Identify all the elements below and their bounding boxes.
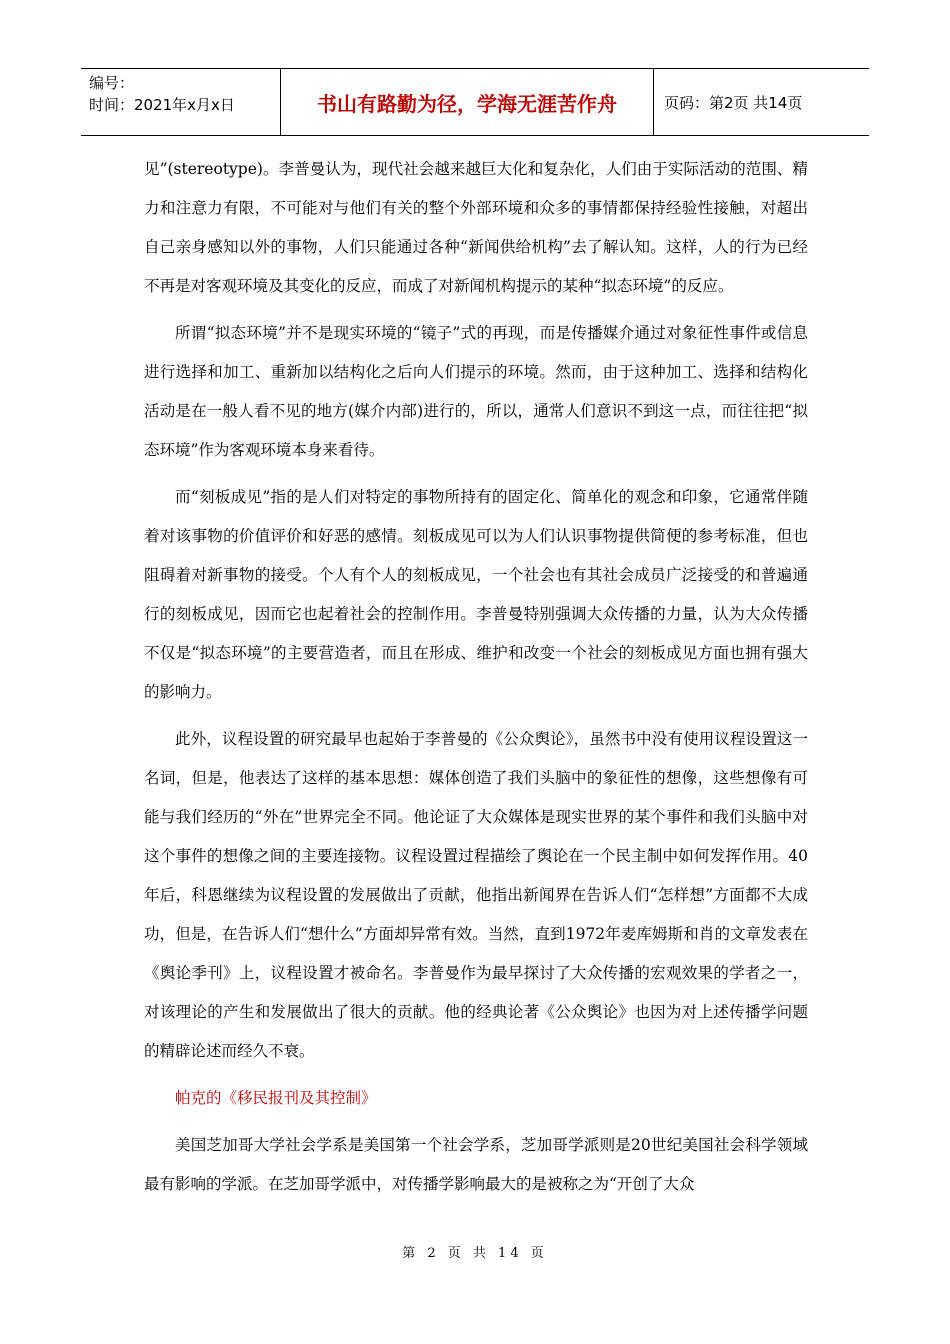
paragraph-1: 见”(stereotype)。李普曼认为，现代社会越来越巨大化和复杂化，人们由于实际活动的范围、精力和注意力有限，不可能对与他们有关的整个外部环境和众多的事情都保持经验性接触，对超出自己亲身感知以外的事物，人们只能通过各种“新闻供给机构”去了解认知。这样，人的行为已经不再是对客观环境及其变化的反应，而成了对新闻机构提示的某种“拟态环境”的反应。 bbox=[144, 160, 808, 295]
header-meta bbox=[81, 69, 281, 135]
number-label: 编号： bbox=[89, 74, 135, 92]
header-motto: 书山有路勤为径，学海无涯苦作舟 bbox=[281, 69, 654, 135]
document-body bbox=[144, 150, 808, 1212]
paragraph-3: 而“刻板成见”指的是人们对特定的事物所持有的固定化、简单化的观念和印象，它通常伴随着对该事物的价值评价和好恶的感情。刻板成见可以为人们认识事物提供简便的参考标准，但也阻碍着对新事物的接受。个人有个人的刻板成见，一个社会也有其社会成员广泛接受的和普遍通行的刻板成见，因而它也起着社会的控制作用。李普曼特别强调大众传播的力量，认为大众传播不仅是“拟态环境”的主要营造者，而且在形成、维护和改变一个社会的刻板成见方面也拥有强大的影响力。 bbox=[144, 488, 808, 701]
page-footer: 第 2 页 共 14 页 bbox=[402, 1246, 548, 1261]
paragraph-2: 所谓“拟态环境”并不是现实环境的“镜子”式的再现，而是传播媒介通过对象征性事件或信息进行选择和加工、重新加以结构化之后向人们提示的环境。然而，由于这种加工、选择和结构化活动是在一般人看不见的地方(媒介内部)进行的，所以，通常人们意识不到这一点，而往往把“拟态环境”作为客观环境本身来看待。 bbox=[144, 324, 808, 459]
section-heading: 帕克的《移民报刊及其控制》 bbox=[175, 1089, 377, 1107]
date-label: 时间：2021年x月x日 bbox=[89, 96, 235, 114]
paragraph-5: 美国芝加哥大学社会学系是美国第一个社会学系，芝加哥学派则是20世纪美国社会科学领域最有影响的学派。在芝加哥学派中，对传播学影响最大的是被称之为“开创了大众 bbox=[144, 1136, 808, 1193]
header-page-info: 页码：第2页 共14页 bbox=[664, 93, 803, 112]
paragraph-4: 此外，议程设置的研究最早也起始于李普曼的《公众舆论》，虽然书中没有使用议程设置这一名词，但是，他表达了这样的基本思想：媒体创造了我们头脑中的象征性的想像，这些想像有可能与我们经历的“外在”世界完全不同。他论证了大众媒体是现实世界的某个事件和我们头脑中对这个事件的想像之间的主要连接物。议程设置过程描绘了舆论在一个民主制中如何发挥作用。40年后，科恩继续为议程设置的发展做出了贡献，他指出新闻界在告诉人们“怎样想”方面都不大成功，但是，在告诉人们“想什么”方面却异常有效。当然，直到1972年麦库姆斯和肖的文章发表在《舆论季刊》上，议程设置才被命名。李普曼作为最早探讨了大众传播的宏观效果的学者之一，对该理论的产生和发展做出了很大的贡献。他的经典论著《公众舆论》也因为对上述传播学问题的精辟论述而经久不衰。 bbox=[144, 730, 808, 1060]
page-header bbox=[81, 68, 869, 136]
